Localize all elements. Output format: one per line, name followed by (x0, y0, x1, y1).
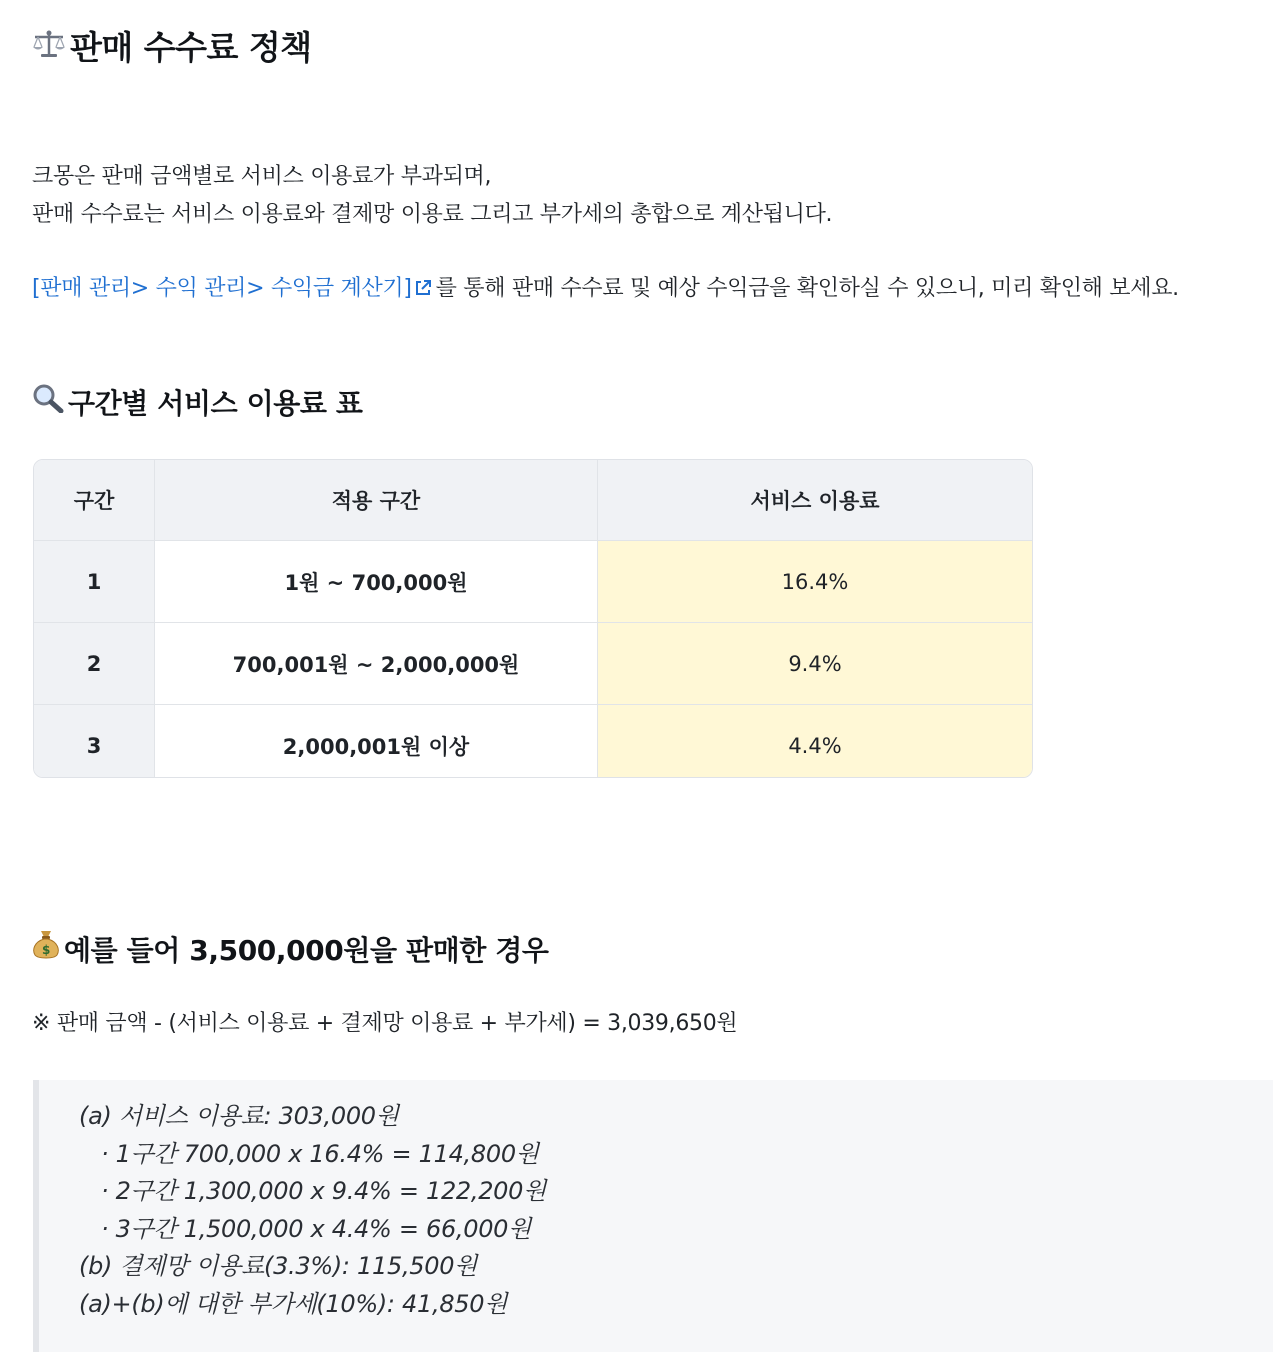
calc-line-tier-3: · 3구간 1,500,000 x 4.4% = 66,000원 (101, 1214, 532, 1243)
page-title-text: 판매 수수료 정책 (70, 28, 312, 67)
calc-line-vat: (a)+(b)에 대한 부가세(10%): 41,850원 (79, 1289, 508, 1318)
calc-line-tier-1: · 1구간 700,000 x 16.4% = 114,800원 (101, 1139, 539, 1168)
tier-range: 2,000,001원 이상 (155, 705, 598, 779)
external-link-icon[interactable] (414, 272, 432, 290)
money-bag-icon (32, 928, 60, 967)
intro-line-1: 크몽은 판매 금액별로 서비스 이용료가 부과되며, (32, 164, 492, 189)
balance-scale-icon (32, 28, 66, 67)
example-title-text: 예를 들어 3,500,000원을 판매한 경우 (64, 934, 549, 967)
intro-text (32, 158, 832, 234)
header-tier: 구간 (34, 460, 155, 541)
tier-range: 1원 ~ 700,000원 (155, 541, 598, 623)
revenue-calculator-link-text[interactable]: [판매 관리> 수익 관리> 수익금 계산기] (32, 276, 412, 301)
tier-fee: 4.4% (598, 705, 1033, 779)
tier-number: 2 (34, 623, 155, 705)
revenue-calculator-link[interactable] (32, 276, 436, 301)
svg-text:$: $ (42, 943, 50, 957)
calc-line-payment-fee: (b) 결제망 이용료(3.3%): 115,500원 (79, 1252, 478, 1281)
tier-fee: 9.4% (598, 623, 1033, 705)
fee-table (33, 459, 1033, 778)
header-service-fee: 서비스 이용료 (598, 460, 1033, 541)
table-row (34, 541, 1032, 623)
calc-line-service-fee: (a) 서비스 이용료: 303,000원 (79, 1102, 399, 1130)
calc-line-tier-2: · 2구간 1,300,000 x 9.4% = 122,200원 (101, 1177, 546, 1206)
page-title (32, 22, 312, 69)
table-row (34, 705, 1032, 779)
tier-number: 3 (34, 705, 155, 779)
example-title (32, 928, 549, 969)
table-row (34, 623, 1032, 705)
calculator-guide (32, 270, 1179, 308)
tier-range: 700,001원 ~ 2,000,000원 (155, 623, 598, 705)
tier-fee: 16.4% (598, 541, 1033, 623)
calculation-box (33, 1080, 1273, 1352)
header-range: 적용 구간 (155, 460, 598, 541)
fee-table-title (32, 382, 363, 422)
calculator-guide-text: 를 통해 판매 수수료 및 예상 수익금을 확인하실 수 있으니, 미리 확인해 보세요. (435, 276, 1179, 301)
table-header-row (34, 460, 1032, 541)
magnifier-icon (32, 383, 64, 420)
fee-table-title-text: 구간별 서비스 이용료 표 (68, 387, 363, 420)
fee-formula: ※ 판매 금액 - (서비스 이용료 + 결제망 이용료 + 부가세) = 3,039,650원 (32, 1011, 738, 1036)
intro-line-2: 판매 수수료는 서비스 이용료와 결제망 이용료 그리고 부가세의 총합으로 계산됩니다. (32, 202, 833, 227)
tier-number: 1 (34, 541, 155, 623)
